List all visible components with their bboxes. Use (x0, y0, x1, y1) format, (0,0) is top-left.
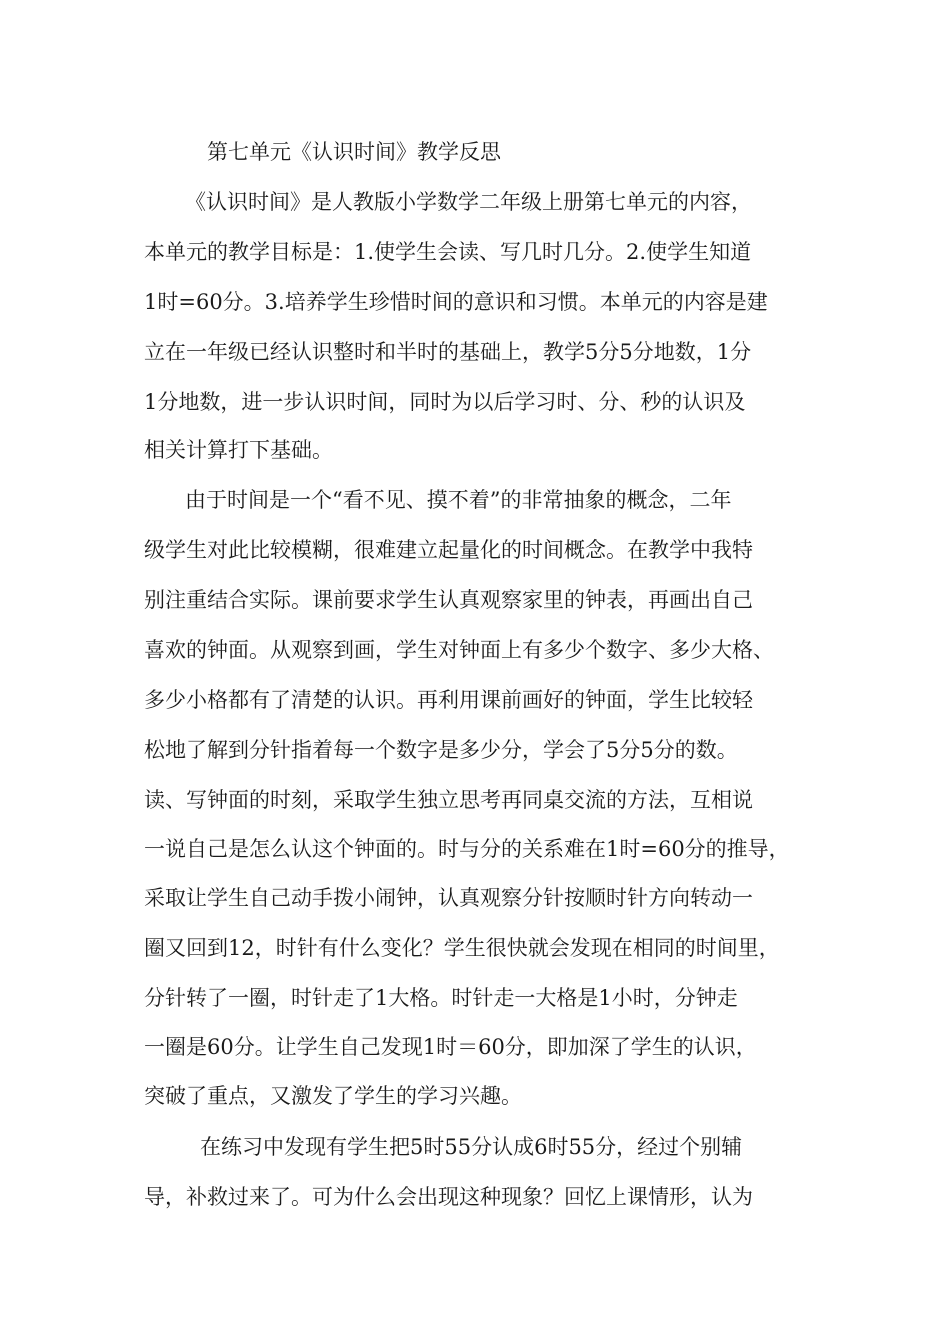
paragraph-2-line-10: 圈又回到12，时针有什么变化？学生很快就会发现在相同的时间里， (144, 936, 780, 960)
paragraph-2-line-13: 突破了重点，又激发了学生的学习兴趣。 (144, 1084, 522, 1108)
paragraph-2-line-7: 读、写钟面的时刻，采取学生独立思考再同桌交流的方法，互相说 (144, 788, 753, 812)
paragraph-2-line-4: 喜欢的钟面。从观察到画，学生对钟面上有多少个数字、多少大格、 (144, 638, 774, 662)
paragraph-1-line-5: 1分地数，进一步认识时间，同时为以后学习时、分、秒的认识及 (144, 390, 746, 414)
paragraph-2-line-3: 别注重结合实际。课前要求学生认真观察家里的钟表，再画出自己 (144, 588, 753, 612)
paragraph-3-line-2: 导，补救过来了。可为什么会出现这种现象？回忆上课情形，认为 (144, 1185, 753, 1209)
paragraph-1-line-4: 立在一年级已经认识整时和半时的基础上，教学5分5分地数，1分 (144, 340, 752, 364)
paragraph-1-line-2: 本单元的教学目标是：1.使学生会读、写几时几分。2.使学生知道 (144, 240, 752, 264)
paragraph-2-line-1: 由于时间是一个“看不见、摸不着”的非常抽象的概念，二年 (185, 488, 732, 512)
document-title: 第七单元《认识时间》教学反思 (207, 140, 501, 164)
paragraph-2-line-12: 一圈是60分。让学生自己发现1时＝60分，即加深了学生的认识， (144, 1035, 757, 1059)
paragraph-1-line-3: 1时=60分。3.培养学生珍惜时间的意识和习惯。本单元的内容是建 (144, 290, 768, 314)
paragraph-1-line-6: 相关计算打下基础。 (144, 438, 333, 462)
paragraph-2-line-9: 采取让学生自己动手拨小闹钟，认真观察分针按顺时针方向转动一 (144, 886, 753, 910)
paragraph-1-line-1: 《认识时间》是人教版小学数学二年级上册第七单元的内容， (185, 190, 752, 214)
paragraph-2-line-2: 级学生对此比较模糊，很难建立起量化的时间概念。在教学中我特 (144, 538, 753, 562)
paragraph-2-line-6: 松地了解到分针指着每一个数字是多少分，学会了5分5分的数。 (144, 738, 738, 762)
paragraph-2-line-5: 多少小格都有了清楚的认识。再利用课前画好的钟面，学生比较轻 (144, 688, 753, 712)
paragraph-2-line-11: 分针转了一圈，时针走了1大格。时针走一大格是1小时，分钟走 (144, 986, 738, 1010)
paragraph-3-line-1: 在练习中发现有学生把5时55分认成6时55分，经过个别辅 (200, 1135, 743, 1159)
paragraph-2-line-8: 一说自己是怎么认这个钟面的。时与分的关系难在1时=60分的推导， (144, 837, 790, 861)
